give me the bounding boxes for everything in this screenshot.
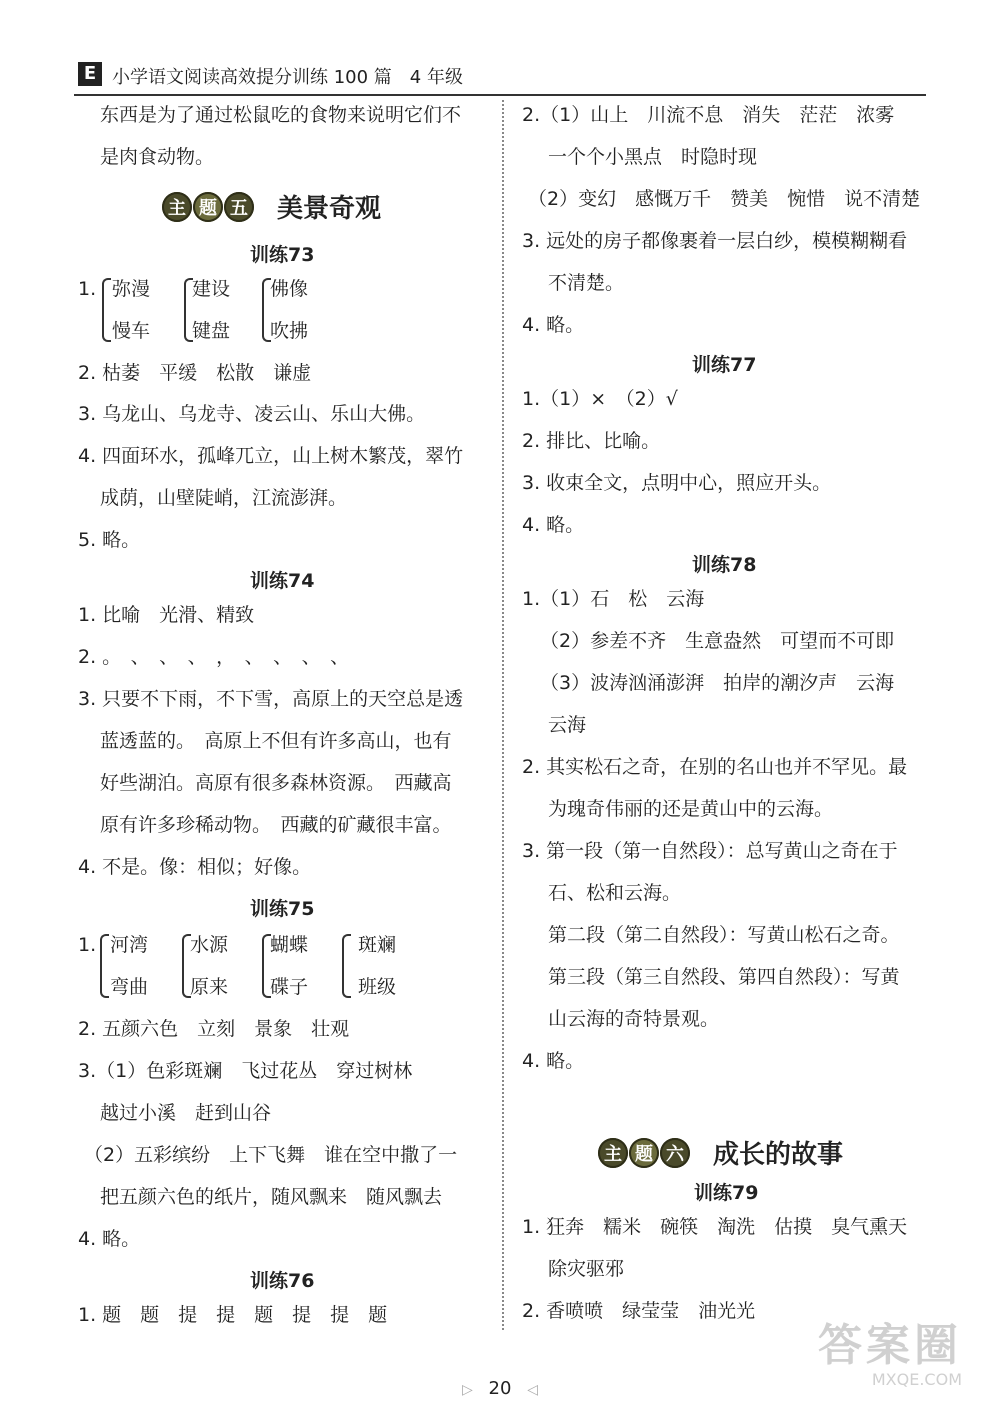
answer-line: 3. 第一段（第一自然段）：总写黄山之奇在于	[522, 840, 898, 862]
answer-line: 越过小溪 赶到山谷	[100, 1102, 272, 1124]
answer-line: 第三段（第三自然段、第四自然段）：写黄	[548, 966, 900, 988]
answer-line: 3. 乌龙山、乌龙寺、凌云山、乐山大佛。	[78, 403, 426, 425]
answer-line: 不清楚。	[548, 272, 625, 294]
answer-line: 2.（1）山上 川流不息 消失 茫茫 浓雾	[522, 104, 895, 126]
drill-title: 训练77	[692, 354, 757, 376]
theme-seal: 主	[598, 1138, 628, 1168]
answer-line: 2. 香喷喷 绿莹莹 油光光	[522, 1300, 756, 1322]
drill-title: 训练78	[692, 554, 757, 576]
brace	[102, 278, 111, 342]
answer-number: 1.	[78, 278, 97, 300]
answer-word: 弯曲	[110, 976, 149, 998]
drill-title: 训练73	[250, 244, 315, 266]
drill-title: 训练79	[694, 1182, 759, 1204]
answer-line: 1. 题 题 提 提 题 提 提 题	[78, 1304, 388, 1326]
answer-line: 石、松和云海。	[548, 882, 682, 904]
answer-line: 成荫，山壁陡峭，江流澎湃。	[100, 487, 348, 509]
answer-word: 班级	[358, 976, 397, 998]
theme-title: 成长的故事	[713, 1140, 844, 1170]
answer-word: 原来	[190, 976, 229, 998]
answer-line: 2. 。 、 、 、 ， 、 、 、 、	[78, 646, 350, 668]
theme-seal: 题	[629, 1138, 659, 1168]
page-number: 20	[488, 1378, 512, 1399]
answer-line: 1. 狂奔 糯米 碗筷 淘洗 估摸 臭气熏天	[522, 1216, 908, 1238]
answer-line: 好些湖泊。高原有很多森林资源。 西藏高	[100, 772, 452, 794]
answer-line: 2. 五颜六色 立刻 景象 壮观	[78, 1018, 350, 1040]
answer-line: 2. 排比、比喻。	[522, 430, 661, 452]
theme-seal: 主	[162, 192, 192, 222]
theme-title: 美景奇观	[277, 194, 382, 224]
answer-line: 4. 不是。像：相似；好像。	[78, 856, 312, 878]
answer-word: 水源	[190, 934, 229, 956]
answer-line: 蓝透蓝的。 高原上不但有许多高山，也有	[100, 730, 452, 752]
answer-line: 4. 略。	[522, 514, 585, 536]
brace	[100, 934, 109, 998]
theme-six-heading	[598, 1134, 843, 1171]
watermark-url: MXQE.COM	[871, 1370, 962, 1389]
drill-title: 训练76	[250, 1270, 315, 1292]
theme-seal: 五	[224, 192, 254, 222]
answer-line: （2）参差不齐 生意盎然 可望而不可即	[540, 630, 895, 652]
answer-word: 斑斓	[358, 934, 397, 956]
answer-line: 把五颜六色的纸片，随风飘来 随风飘去	[100, 1186, 443, 1208]
answer-line: 4. 略。	[78, 1228, 141, 1250]
answer-line: 1.（1）石 松 云海	[522, 588, 705, 610]
watermark	[762, 1322, 962, 1392]
theme-seal: 题	[193, 192, 223, 222]
answer-word: 建设	[192, 278, 231, 300]
answer-word: 吹拂	[270, 320, 309, 342]
answer-line: 原有许多珍稀动物。 西藏的矿藏很丰富。	[100, 814, 452, 836]
theme-five-heading	[162, 188, 381, 225]
page-header	[74, 58, 926, 96]
answer-line: 4. 四面环水，孤峰兀立，山上树木繁茂，翠竹	[78, 445, 464, 467]
answer-word: 河湾	[110, 934, 149, 956]
book-title: 小学语文阅读高效提分训练 100 篇 4 年级	[112, 67, 463, 88]
answer-line: 一个个小黑点 时隐时现	[548, 146, 758, 168]
answer-line: 3.（1）色彩斑斓 飞过花丛 穿过树林	[78, 1060, 413, 1082]
arrow-left-icon: ◁	[527, 1382, 538, 1398]
answer-line: 为瑰奇伟丽的还是黄山中的云海。	[548, 798, 834, 820]
answer-line: 3. 远处的房子都像裹着一层白纱，模模糊糊看	[522, 230, 908, 252]
intro-line: 是肉食动物。	[100, 146, 215, 168]
theme-seal: 六	[660, 1138, 690, 1168]
answer-line: （3）波涛汹涌澎湃 拍岸的潮汐声 云海	[540, 672, 895, 694]
drill-title: 训练75	[250, 898, 315, 920]
answer-word: 弥漫	[112, 278, 151, 300]
answer-line: 山云海的奇特景观。	[548, 1008, 720, 1030]
intro-line: 东西是为了通过松鼠吃的食物来说明它们不	[100, 104, 462, 126]
book-logo: E	[78, 62, 102, 86]
watermark-logo: 答案圈	[818, 1320, 962, 1371]
answer-line: 除灾驱邪	[548, 1258, 625, 1280]
answer-line: 1. 比喻 光滑、精致	[78, 604, 255, 626]
brace	[342, 934, 351, 998]
answer-line: 4. 略。	[522, 1050, 585, 1072]
answer-line: 云海	[548, 714, 587, 736]
answer-line: 1.（1）× （2）√	[522, 388, 678, 410]
answer-word: 碟子	[270, 976, 309, 998]
answer-line: （2）变幻 感慨万千 赞美 惋惜 说不清楚	[528, 188, 921, 210]
answer-line: 2. 其实松石之奇，在别的名山也并不罕见。最	[522, 756, 908, 778]
drill-title: 训练74	[250, 570, 315, 592]
answer-line: 3. 只要不下雨，不下雪，高原上的天空总是透	[78, 688, 464, 710]
column-divider	[502, 100, 504, 1330]
answer-word: 慢车	[112, 320, 151, 342]
answer-line: 3. 收束全文，点明中心，照应开头。	[522, 472, 832, 494]
answer-line: 2. 枯萎 平缓 松散 谦虚	[78, 362, 312, 384]
answer-line: 第二段（第二自然段）：写黄山松石之奇。	[548, 924, 900, 946]
arrow-right-icon: ▷	[462, 1382, 473, 1398]
answer-word: 键盘	[192, 320, 231, 342]
answer-number: 1.	[78, 934, 97, 956]
answer-word: 佛像	[270, 278, 309, 300]
answer-word: 蝴蝶	[270, 934, 309, 956]
answer-line: 4. 略。	[522, 314, 585, 336]
answer-line: （2）五彩缤纷 上下飞舞 谁在空中撒了一	[84, 1144, 458, 1166]
answer-line: 5. 略。	[78, 529, 141, 551]
